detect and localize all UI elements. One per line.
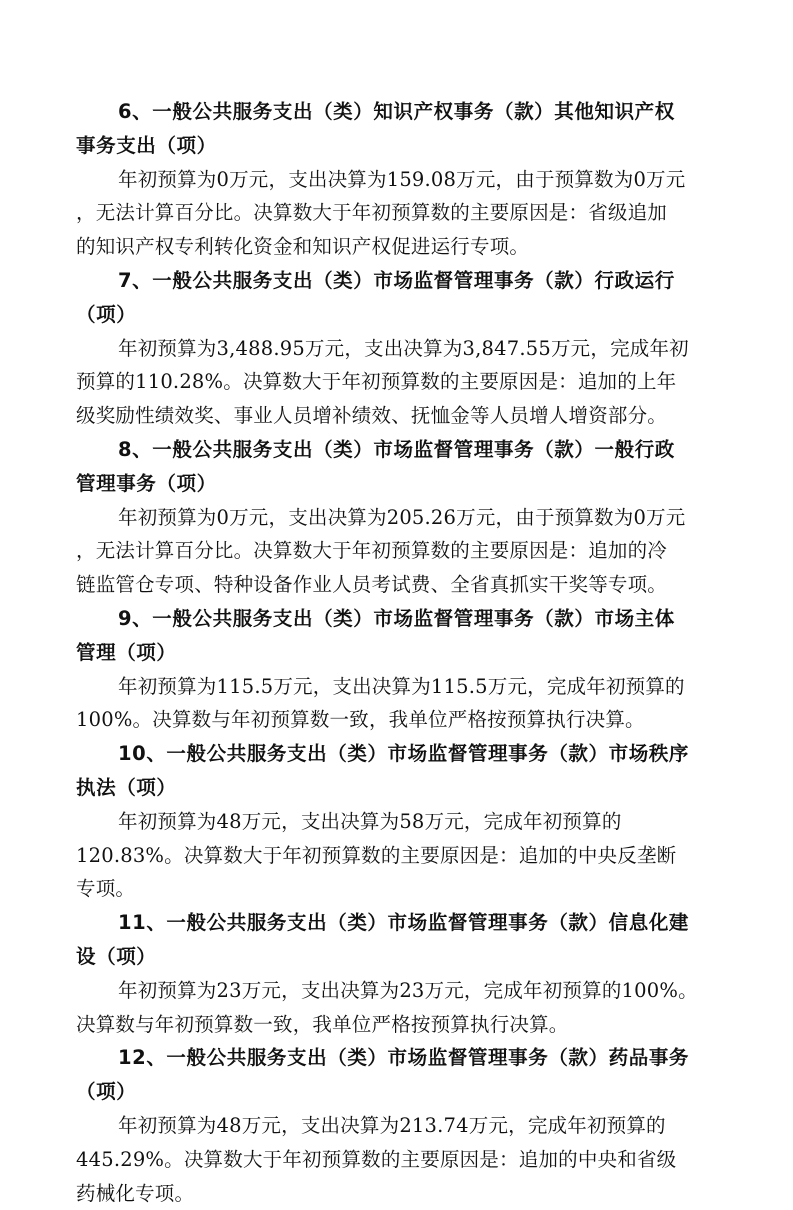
section-body-line: 100%。决算数与年初预算数一致，我单位严格按预算执行决算。 (76, 703, 722, 737)
section-10 (76, 737, 722, 906)
section-heading-line: 10、一般公共服务支出（类）市场监督管理事务（款）市场秩序 (76, 737, 722, 771)
section-6 (76, 95, 722, 264)
section-11 (76, 906, 722, 1041)
section-heading-line: （项） (76, 1075, 722, 1109)
section-body-line: 年初预算为0万元，支出决算为205.26万元，由于预算数为0万元 (76, 501, 722, 535)
section-body-line: 级奖励性绩效奖、事业人员增补绩效、抚恤金等人员增人增资部分。 (76, 399, 722, 433)
section-heading-line: 设（项） (76, 940, 722, 974)
section-body-line: 决算数与年初预算数一致，我单位严格按预算执行决算。 (76, 1008, 722, 1042)
section-8 (76, 433, 722, 602)
section-heading-line: 执法（项） (76, 771, 722, 805)
section-body-line: 的知识产权专利转化资金和知识产权促进运行专项。 (76, 230, 722, 264)
section-body-line: 年初预算为0万元，支出决算为159.08万元，由于预算数为0万元 (76, 163, 722, 197)
section-heading-line: 9、一般公共服务支出（类）市场监督管理事务（款）市场主体 (76, 602, 722, 636)
document-page (76, 95, 722, 1210)
section-body-line: ，无法计算百分比。决算数大于年初预算数的主要原因是：追加的冷 (76, 534, 722, 568)
section-heading-line: 6、一般公共服务支出（类）知识产权事务（款）其他知识产权 (76, 95, 722, 129)
section-body-line: 年初预算为23万元，支出决算为23万元，完成年初预算的100%。 (76, 974, 722, 1008)
section-heading-line: 8、一般公共服务支出（类）市场监督管理事务（款）一般行政 (76, 433, 722, 467)
section-body-line: 年初预算为48万元，支出决算为213.74万元，完成年初预算的 (76, 1109, 722, 1143)
section-body-line: 链监管仓专项、特种设备作业人员考试费、全省真抓实干奖等专项。 (76, 568, 722, 602)
section-body-line: 年初预算为48万元，支出决算为58万元，完成年初预算的 (76, 805, 722, 839)
section-7 (76, 264, 722, 433)
section-body-line: 预算的110.28%。决算数大于年初预算数的主要原因是：追加的上年 (76, 365, 722, 399)
section-body-line: 药械化专项。 (76, 1177, 722, 1210)
section-body-line: 年初预算为115.5万元，支出决算为115.5万元，完成年初预算的 (76, 670, 722, 704)
section-9 (76, 602, 722, 737)
section-body-line: 445.29%。决算数大于年初预算数的主要原因是：追加的中央和省级 (76, 1143, 722, 1177)
section-heading-line: 11、一般公共服务支出（类）市场监督管理事务（款）信息化建 (76, 906, 722, 940)
section-heading-line: 7、一般公共服务支出（类）市场监督管理事务（款）行政运行 (76, 264, 722, 298)
section-body-line: 年初预算为3,488.95万元，支出决算为3,847.55万元，完成年初 (76, 332, 722, 366)
section-12 (76, 1041, 722, 1210)
section-heading-line: 12、一般公共服务支出（类）市场监督管理事务（款）药品事务 (76, 1041, 722, 1075)
section-body-line: 专项。 (76, 872, 722, 906)
section-heading-line: （项） (76, 298, 722, 332)
section-body-line: ，无法计算百分比。决算数大于年初预算数的主要原因是：省级追加 (76, 196, 722, 230)
section-heading-line: 事务支出（项） (76, 129, 722, 163)
section-heading-line: 管理事务（项） (76, 467, 722, 501)
section-body-line: 120.83%。决算数大于年初预算数的主要原因是：追加的中央反垄断 (76, 839, 722, 873)
section-heading-line: 管理（项） (76, 636, 722, 670)
